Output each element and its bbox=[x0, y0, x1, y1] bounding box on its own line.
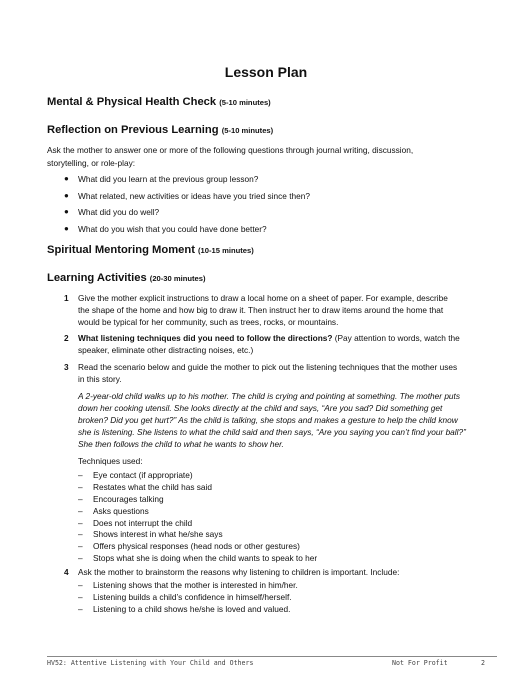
list-item-text: Does not interrupt the child bbox=[93, 517, 193, 528]
list-item bbox=[0, 470, 317, 482]
list-item-text: Eye contact (if appropriate) bbox=[93, 470, 193, 480]
dash-icon: – bbox=[78, 517, 83, 528]
page-title: Lesson Plan bbox=[224, 64, 308, 80]
list-item bbox=[0, 482, 317, 494]
footer-notice: Not For Profit bbox=[392, 659, 448, 667]
item-number: 2 bbox=[64, 333, 69, 343]
item-line: in this story. bbox=[78, 373, 122, 384]
item-line: Ask the mother to brainstorm the reasons why listening to children is important. Include: bbox=[78, 567, 400, 577]
list-item-text: Listening shows that the mother is interested in him/her. bbox=[93, 580, 298, 590]
footer-title: HV52: Attentive Listening with Your Child and Others bbox=[47, 659, 254, 667]
footer-divider bbox=[47, 656, 497, 657]
scenario-line: A 2-year-old child walks up to his mother. The child is crying and pointing at something. The mother puts bbox=[78, 391, 461, 401]
list-item bbox=[0, 518, 317, 530]
list-item-text: Listening builds a child’s confidence in himself/herself. bbox=[93, 591, 292, 602]
dash-icon: – bbox=[78, 470, 83, 480]
item-line: (Pay attention to words, watch the bbox=[332, 333, 460, 343]
list-item bbox=[0, 529, 317, 541]
bullet-icon: ● bbox=[64, 207, 69, 216]
list-item bbox=[0, 592, 298, 604]
reflection-intro bbox=[47, 144, 487, 169]
dash-icon: – bbox=[78, 493, 83, 504]
intro-line: storytelling, or role-play: bbox=[47, 157, 136, 168]
list-item bbox=[0, 553, 317, 565]
techniques-label: Techniques used: bbox=[78, 456, 143, 466]
dash-icon: – bbox=[78, 529, 83, 540]
list-item-text: Listening to a child shows he/she is loved and valued. bbox=[93, 603, 291, 614]
list-item bbox=[0, 506, 317, 518]
scenario-text bbox=[78, 391, 518, 451]
item-line: speaker, eliminate other distracting noises, etc.) bbox=[78, 344, 254, 355]
heading-text: Spiritual Mentoring Moment bbox=[47, 244, 195, 256]
reflection-question-list bbox=[0, 173, 310, 239]
list-item bbox=[0, 223, 310, 240]
list-item-text: Offers physical responses (head nods or other gestures) bbox=[93, 541, 300, 552]
heading-duration: (10-15 minutes) bbox=[198, 246, 254, 255]
heading-reflection bbox=[47, 124, 273, 136]
dash-icon: – bbox=[78, 603, 83, 614]
heading-text: Learning Activities bbox=[47, 272, 147, 284]
list-item bbox=[0, 494, 317, 506]
dash-icon: – bbox=[78, 580, 83, 590]
heading-duration: (5-10 minutes) bbox=[221, 126, 274, 135]
heading-health-check bbox=[47, 96, 271, 108]
list-item bbox=[0, 604, 298, 616]
list-item-text: Encourages talking bbox=[93, 493, 164, 504]
scenario-line: She then follows the child to what he wants to show her. bbox=[78, 438, 284, 449]
heading-duration: (20-30 minutes) bbox=[149, 274, 206, 283]
dash-icon: – bbox=[78, 481, 83, 492]
item-number: 4 bbox=[64, 567, 69, 577]
item-number: 1 bbox=[64, 293, 69, 303]
list-item bbox=[0, 173, 310, 190]
heading-duration: (5-10 minutes) bbox=[219, 98, 271, 107]
scenario-line: broken? Did you get hurt?” As the child is talking, she stops and makes a gesture to help the child know bbox=[78, 414, 458, 425]
heading-text: Reflection on Previous Learning bbox=[47, 124, 219, 136]
scenario-line: she is listening. She listens to what the child said and then says, “Are you saying you can’t find your ball?” bbox=[78, 426, 466, 437]
item-line: the shape of the home and how big to draw it. Then instruct her to draw items around the home that bbox=[78, 304, 444, 315]
list-item-text: What do you wish that you could have done better? bbox=[78, 223, 267, 234]
dash-icon: – bbox=[78, 591, 83, 602]
list-item bbox=[0, 190, 310, 207]
item-number: 3 bbox=[64, 362, 69, 372]
list-item-text: Stops what she is doing when the child wants to speak to her bbox=[93, 553, 318, 564]
item-line: Read the scenario below and guide the mother to pick out the listening techniques that the mother uses bbox=[78, 362, 458, 372]
list-item-text: Restates what the child has said bbox=[93, 481, 212, 492]
techniques-list bbox=[0, 470, 317, 565]
list-item-text: What did you do well? bbox=[78, 207, 160, 217]
intro-line: Ask the mother to answer one or more of the following questions through journal writing, discussion, bbox=[47, 145, 414, 155]
list-item-text: Asks questions bbox=[93, 505, 149, 516]
list-item-text: Shows interest in what he/she says bbox=[93, 529, 223, 540]
item-line: would be typical for her community, such as trees, rocks, or mountains. bbox=[78, 316, 339, 327]
dash-icon: – bbox=[78, 541, 83, 552]
item-question: What listening techniques did you need to follow the directions? bbox=[78, 333, 333, 343]
scenario-line: down her cooking utensil. She looks directly at the child and says, “Are you sad? Did something get bbox=[78, 402, 443, 413]
footer-page-number: 2 bbox=[481, 659, 485, 667]
heading-text: Mental & Physical Health Check bbox=[47, 96, 217, 108]
dash-icon: – bbox=[78, 505, 83, 516]
heading-spiritual bbox=[47, 244, 254, 256]
bullet-icon: ● bbox=[64, 190, 69, 200]
list-item-text: What did you learn at the previous group lesson? bbox=[78, 174, 259, 184]
bullet-icon: ● bbox=[64, 223, 69, 233]
item-line: Give the mother explicit instructions to draw a local home on a sheet of paper. For example, describe bbox=[78, 293, 448, 303]
dash-icon: – bbox=[78, 553, 83, 564]
list-item bbox=[0, 580, 298, 592]
list-item bbox=[0, 541, 317, 553]
reasons-list bbox=[0, 580, 298, 616]
list-item bbox=[0, 206, 310, 223]
heading-activities bbox=[47, 272, 206, 284]
bullet-icon: ● bbox=[64, 174, 69, 183]
list-item-text: What related, new activities or ideas have you tried since then? bbox=[78, 190, 310, 201]
